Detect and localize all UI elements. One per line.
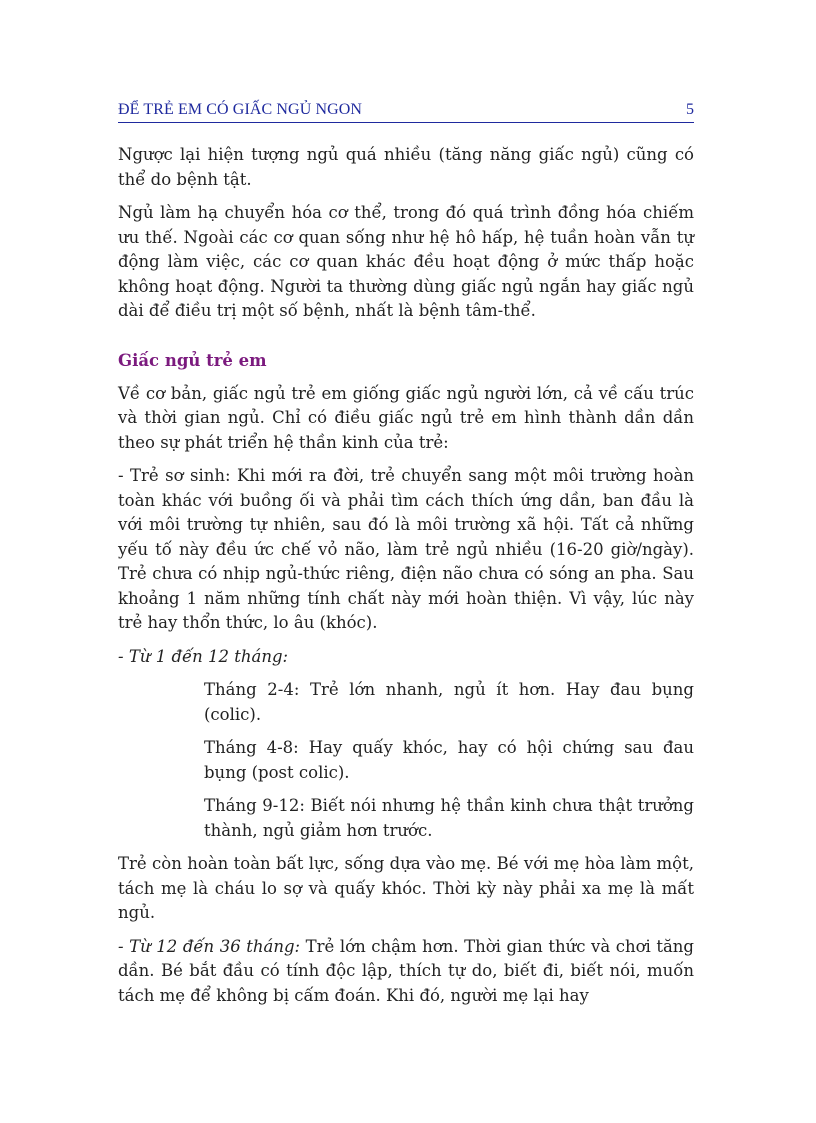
running-title: ĐỂ TRẺ EM CÓ GIẤC NGỦ NGON bbox=[118, 101, 363, 118]
page-header bbox=[118, 101, 694, 121]
paragraph-7 bbox=[118, 935, 694, 1009]
paragraph-2: Ngủ làm hạ chuyển hóa cơ thể, trong đó quá trình đồng hóa chiếm ưu thế. Ngoài các cơ quan sống như hệ hô hấp, hệ tuần hoàn vẫn tự động làm việc, các cơ quan khác đều hoạt động ở mức thấp hoặc không hoạt động. Người ta thường dùng giấc ngủ ngắn hay giấc ngủ dài để điều trị một số bệnh, nhất là bệnh tâm-thể. bbox=[118, 203, 694, 320]
page-number: 5 bbox=[686, 101, 694, 118]
paragraph-6: Trẻ còn hoàn toàn bất lực, sống dựa vào mẹ. Bé với mẹ hòa làm một, tách mẹ là cháu lo sợ và quấy khóc. Thời kỳ này phải xa mẹ là mất ngủ. bbox=[118, 854, 694, 922]
age-range-label-12-36: - Từ 12 đến 36 tháng: bbox=[118, 936, 301, 956]
month-item-2-4: Tháng 2-4: Trẻ lớn nhanh, ngủ ít hơn. Hay đau bụng (colic). bbox=[204, 680, 694, 724]
paragraph-4: - Trẻ sơ sinh: Khi mới ra đời, trẻ chuyển sang một môi trường hoàn toàn khác với buồng ối và phải tìm cách thích ứng dần, ban đầu là với môi trường tự nhiên, sau đó là môi trường xã hội. Tất cả những yếu tố này đều ức chế vỏ não, làm trẻ ngủ nhiều (16-20 giờ/ngày). Trẻ chưa có nhịp ngủ-thức riêng, điện não chưa có sóng an pha. Sau khoảng 1 năm những tính chất này mới hoàn thiện. Vì vậy, lúc này trẻ hay thổn thức, lo âu (khóc). bbox=[118, 466, 694, 632]
month-item-9-12: Tháng 9-12: Biết nói nhưng hệ thần kinh chưa thật trưởng thành, ngủ giảm hơn trước. bbox=[204, 796, 694, 840]
month-item-4-8: Tháng 4-8: Hay quấy khóc, hay có hội chứng sau đau bụng (post colic). bbox=[204, 738, 694, 782]
paragraph-1: Ngược lại hiện tượng ngủ quá nhiều (tăng năng giấc ngủ) cũng có thể do bệnh tật. bbox=[118, 145, 694, 189]
age-range-label-1-12: - Từ 1 đến 12 tháng: bbox=[118, 646, 289, 666]
header-divider bbox=[118, 122, 694, 123]
paragraph-7-text: Trẻ lớn chậm hơn. Thời gian thức và chơi tăng dần. Bé bắt đầu có tính độc lập, thích tự do, biết đi, biết nói, muốn tách mẹ để không bị cấm đoán. Khi đó, người mẹ lại hay bbox=[118, 936, 694, 1005]
page-body bbox=[118, 143, 694, 1017]
paragraph-3: Về cơ bản, giấc ngủ trẻ em giống giấc ngủ người lớn, cả về cấu trúc và thời gian ngủ. Chỉ có điều giấc ngủ trẻ em hình thành dần dần theo sự phát triển hệ thần kinh của trẻ: bbox=[118, 383, 694, 452]
section-heading: Giấc ngủ trẻ em bbox=[118, 350, 267, 370]
